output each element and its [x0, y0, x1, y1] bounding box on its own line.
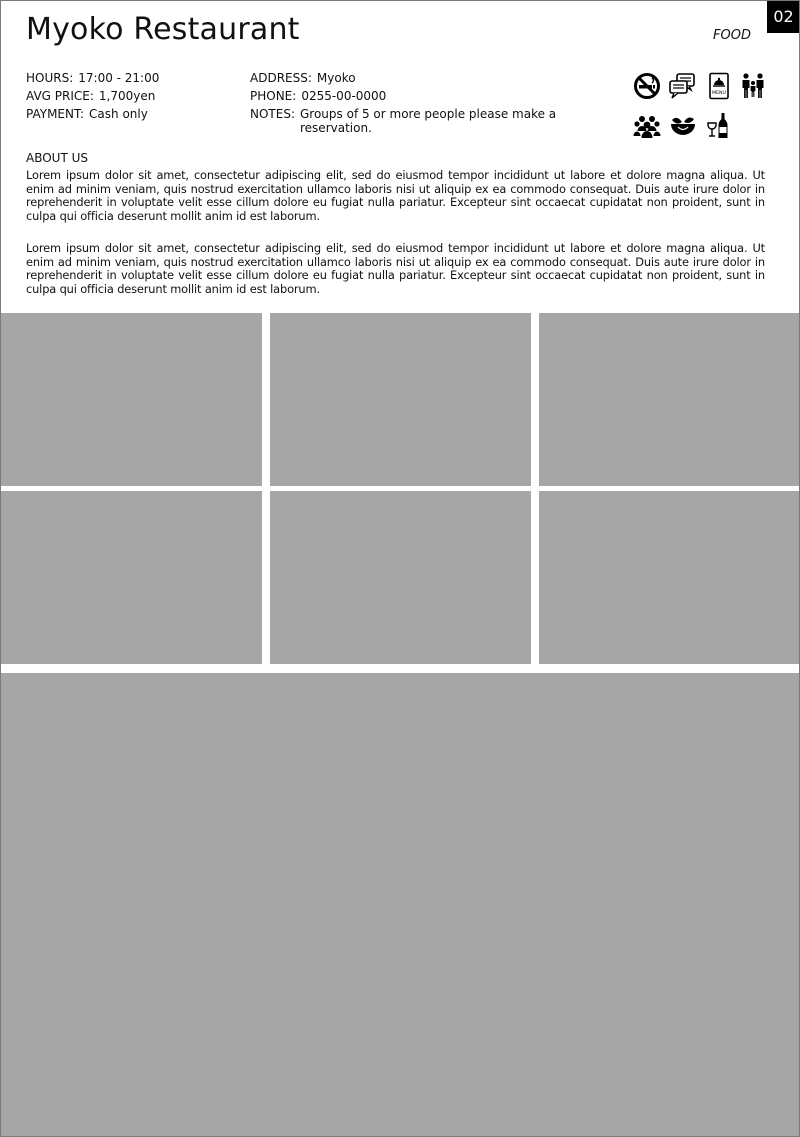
photo-placeholder-3 [539, 313, 800, 486]
chat-icon [668, 72, 696, 100]
address-row [250, 69, 595, 87]
wine-icon [705, 112, 733, 140]
salad-icon [669, 112, 697, 140]
hours-label: HOURS: [26, 71, 74, 85]
address-label: ADDRESS: [250, 71, 312, 85]
notes-row [250, 105, 595, 135]
page-title: Myoko Restaurant [26, 12, 300, 47]
menu-icon [705, 72, 733, 100]
photo-placeholder-5 [270, 491, 531, 664]
page-number: 02 [767, 0, 800, 33]
phone-value: 0255-00-0000 [301, 89, 387, 103]
address-value: Myoko [316, 71, 356, 85]
hours-row [26, 69, 159, 87]
phone-label: PHONE: [250, 89, 297, 103]
notes-label: NOTES: [250, 107, 295, 121]
avg-price-row [26, 87, 159, 105]
phone-row [250, 87, 595, 105]
payment-row [26, 105, 159, 123]
avg-price-label: AVG PRICE: [26, 89, 94, 103]
payment-label: PAYMENT: [26, 107, 85, 121]
photo-placeholder-large [1, 673, 800, 1137]
photo-placeholder-2 [270, 313, 531, 486]
info-left-column [26, 69, 159, 123]
notes-value: Groups of 5 or more people please make a reservation. [300, 107, 557, 135]
info-mid-column [250, 69, 595, 135]
photo-placeholder-1 [1, 313, 262, 486]
no-smoking-icon [633, 72, 661, 100]
about-paragraph-2: Lorem ipsum dolor sit amet, consectetur adipiscing elit, sed do eiusmod tempor incididunt ut labore et dolore magna aliqua. Ut enim ad minim veniam, quis nostrud exercitation ullamco laboris nisi ut aliquip ex ea commodo consequat. Duis aute irure dolor in reprehenderit in voluptate velit esse cillum dolore eu fugiat nulla pariatur. Excepteur sint occaecat cupidatat non proident, sunt in culpa qui officia deserunt mollit anim id est laborum. [26, 241, 765, 296]
photo-placeholder-4 [1, 491, 262, 664]
category-label: FOOD [713, 28, 751, 43]
menu-icon-text: MENU [712, 91, 726, 96]
about-paragraph-1: Lorem ipsum dolor sit amet, consectetur adipiscing elit, sed do eiusmod tempor incididunt ut labore et dolore magna aliqua. Ut enim ad minim veniam, quis nostrud exercitation ullamco laboris nisi ut aliquip ex ea commodo consequat. Duis aute irure dolor in reprehenderit in voluptate velit esse cillum dolore eu fugiat nulla pariatur. Excepteur sint occaecat cupidatat non proident, sunt in culpa qui officia deserunt mollit anim id est laborum. [26, 168, 765, 223]
avg-price-value: 1,700yen [98, 89, 156, 103]
payment-value: Cash only [89, 107, 148, 121]
hours-value: 17:00 - 21:00 [78, 71, 160, 85]
group-icon [633, 112, 661, 140]
family-icon [739, 72, 767, 100]
about-heading: ABOUT US [26, 151, 89, 165]
photo-placeholder-6 [539, 491, 800, 664]
